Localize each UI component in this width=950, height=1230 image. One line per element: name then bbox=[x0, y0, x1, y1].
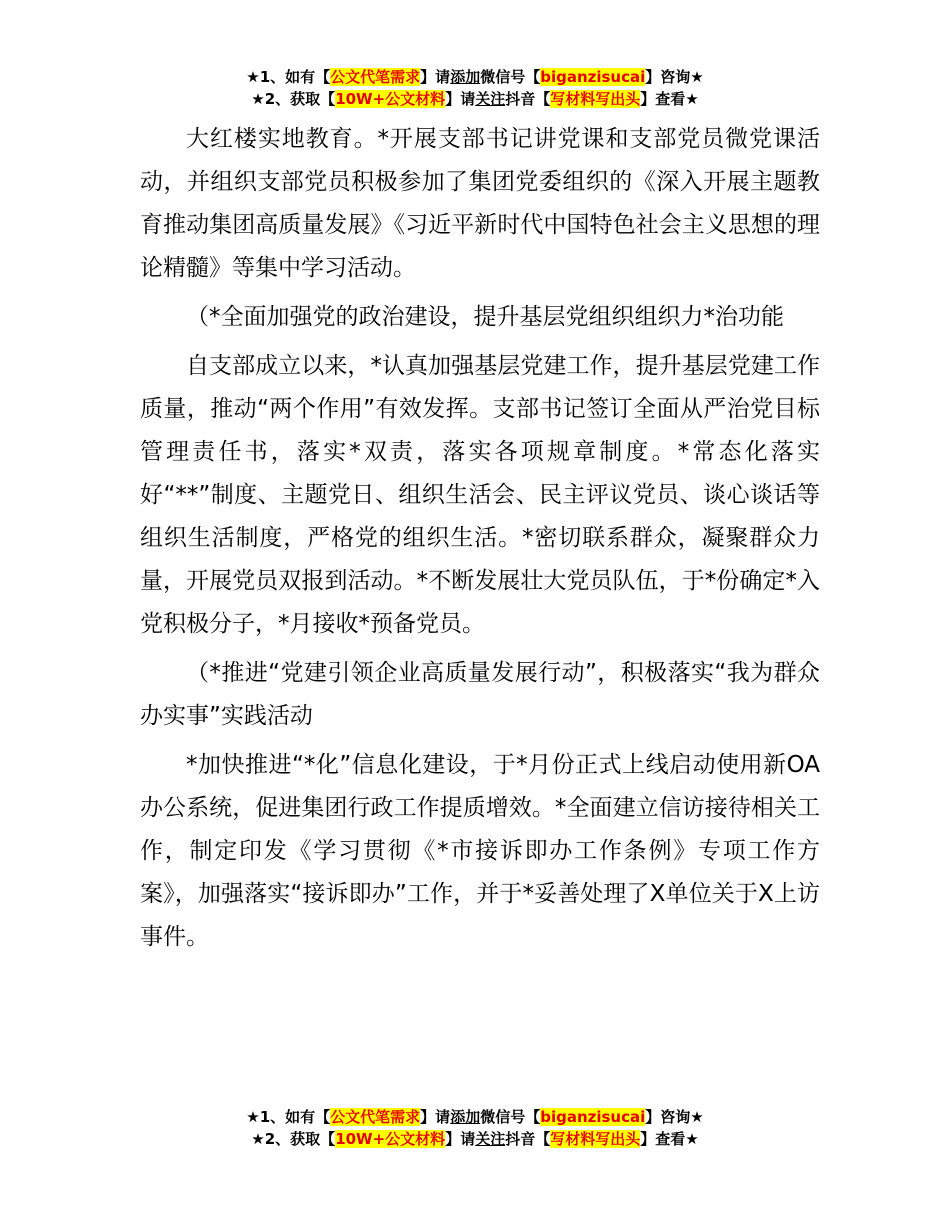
banner-highlight: 10W+公文材料 bbox=[335, 90, 446, 108]
banner-underline: 添加 bbox=[450, 68, 481, 86]
header-banner bbox=[0, 66, 950, 110]
banner-highlight: 写材料写出头 bbox=[550, 90, 641, 108]
banner-highlight: 公文代笔需求 bbox=[330, 68, 421, 86]
banner-line-2 bbox=[0, 88, 950, 110]
banner-text: 】咨询★ bbox=[645, 1108, 704, 1126]
banner-text: 】请 bbox=[445, 1130, 476, 1148]
banner-text: ★2、获取【 bbox=[251, 90, 336, 108]
banner-text: 抖音【 bbox=[505, 90, 551, 108]
banner-highlight: 公文代笔需求 bbox=[330, 1108, 421, 1126]
banner-underline: 关注 bbox=[475, 1130, 506, 1148]
banner-text: 微信号【 bbox=[480, 68, 541, 86]
banner-line-2 bbox=[0, 1128, 950, 1150]
banner-highlight: biganzisucai bbox=[540, 1108, 646, 1126]
banner-text: 】请 bbox=[420, 68, 451, 86]
banner-underline: 关注 bbox=[475, 90, 506, 108]
paragraph-2: 自支部成立以来，*认真加强基层党建工作，提升基层党建工作质量，推动“两个作用”有效发挥。支部书记签订全面从严治党目标管理责任书，落实*双责，落实各项规章制度。*常态化落实好“**”制度、主题党日、组织生活会、民主评议党员、谈心谈话等组织生活制度，严格党的组织生活。*密切联系群众，凝聚群众力量，开展党员双报到活动。*不断发展壮大党员队伍，于*份确定*入党积极分子，*月接收*预备党员。 bbox=[140, 353, 820, 637]
document-body bbox=[140, 118, 820, 959]
banner-text: 】请 bbox=[445, 90, 476, 108]
banner-text: 微信号【 bbox=[480, 1108, 541, 1126]
banner-underline: 添加 bbox=[450, 1108, 481, 1126]
banner-text: ★1、如有【 bbox=[246, 1108, 331, 1126]
paragraph-3: *加快推进“*化”信息化建设，于*月份正式上线启动使用新OA办公系统，促进集团行政工作提质增效。*全面建立信访接待相关工作，制定印发《学习贯彻《*市接诉即办工作条例》专项工作方案》，加强落实“接诉即办”工作，并于*妥善处理了X单位关于X上访事件。 bbox=[140, 752, 820, 950]
banner-line-1 bbox=[0, 66, 950, 88]
banner-text: ★2、获取【 bbox=[251, 1130, 336, 1148]
banner-text: ★1、如有【 bbox=[246, 68, 331, 86]
paragraph-1: 大红楼实地教育。*开展支部书记讲党课和支部党员微党课活动，并组织支部党员积极参加了集团党委组织的《深入开展主题教育推动集团高质量发展》《习近平新时代中国特色社会主义思想的理论精髓》等集中学习活动。 bbox=[140, 126, 820, 281]
banner-text: 抖音【 bbox=[505, 1130, 551, 1148]
banner-text: 】请 bbox=[420, 1108, 451, 1126]
banner-highlight: 写材料写出头 bbox=[550, 1130, 641, 1148]
banner-text: 】查看★ bbox=[640, 1130, 699, 1148]
banner-highlight: biganzisucai bbox=[540, 68, 646, 86]
banner-text: 】查看★ bbox=[640, 90, 699, 108]
banner-text: 】咨询★ bbox=[645, 68, 704, 86]
section-heading-2: （*推进“党建引领企业高质量发展行动”，积极落实“我为群众办实事”实践活动 bbox=[140, 660, 820, 729]
banner-highlight: 10W+公文材料 bbox=[335, 1130, 446, 1148]
section-heading-1: （*全面加强党的政治建设，提升基层党组织组织力*治功能 bbox=[186, 304, 784, 330]
footer-banner bbox=[0, 1106, 950, 1150]
banner-line-1 bbox=[0, 1106, 950, 1128]
